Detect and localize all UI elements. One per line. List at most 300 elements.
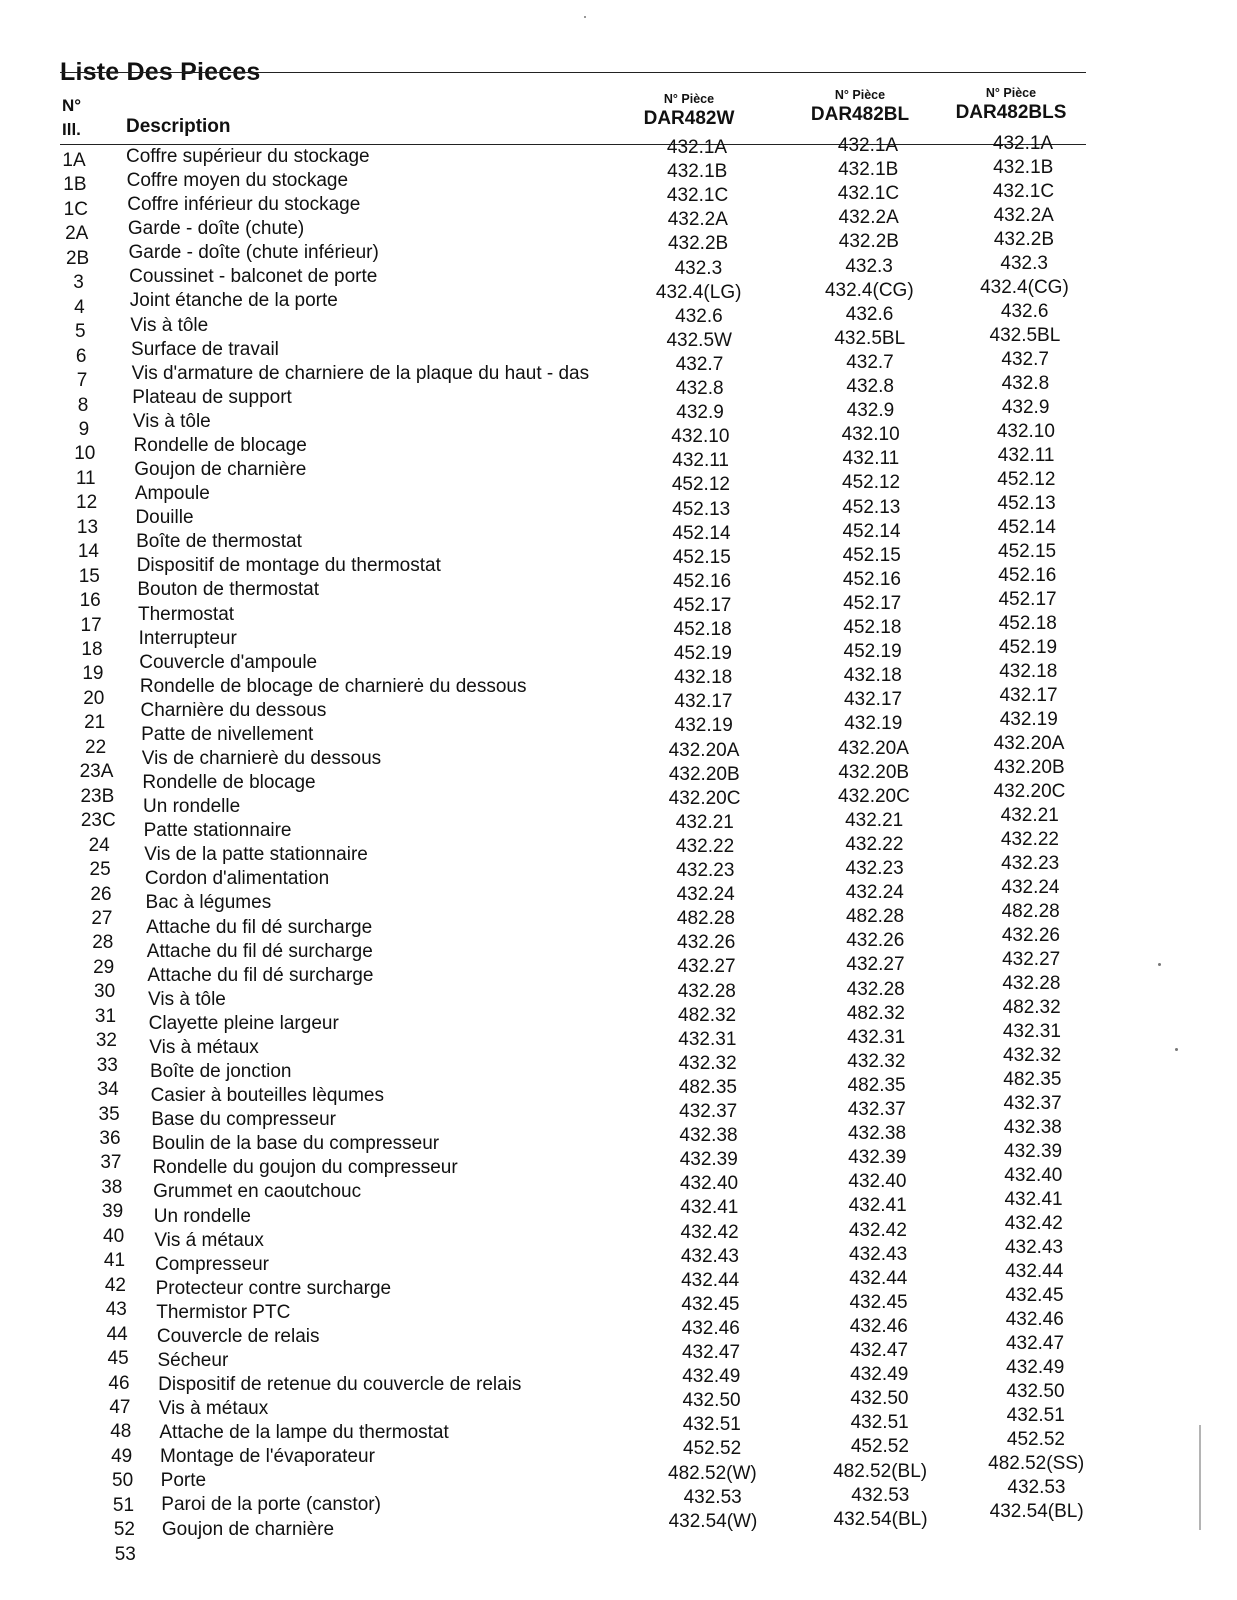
part-number-dar482bls: 432.20B bbox=[993, 757, 1065, 778]
part-number-dar482bl: 432.27 bbox=[846, 954, 905, 976]
item-number: 32 bbox=[95, 1030, 117, 1052]
item-number: 47 bbox=[109, 1396, 131, 1418]
item-description: Grummet en caoutchouc bbox=[153, 1181, 362, 1203]
header-ill: Ill. bbox=[62, 120, 81, 139]
item-description: Vis à métaux bbox=[149, 1036, 259, 1058]
part-number-dar482w: 432.20A bbox=[668, 739, 740, 761]
part-number-dar482w: 432.46 bbox=[681, 1317, 740, 1339]
part-number-dar482w: 432.28 bbox=[677, 980, 736, 1002]
part-number-dar482bl: 452.16 bbox=[842, 568, 902, 590]
part-number-dar482w: 432.54(W) bbox=[668, 1510, 758, 1532]
part-number-dar482bls: 452.14 bbox=[997, 517, 1056, 538]
item-description: Cordon d'alimentation bbox=[144, 868, 330, 890]
item-description: Garde - doîte (chute inférieur) bbox=[128, 242, 379, 264]
part-number-dar482w: 432.4(LG) bbox=[655, 281, 742, 303]
part-number-dar482w: 432.26 bbox=[677, 932, 736, 954]
part-number-dar482bl: 432.8 bbox=[846, 376, 894, 397]
part-number-dar482bl: 432.4(CG) bbox=[824, 279, 914, 301]
item-description: Rondelle de blocage bbox=[142, 772, 316, 794]
item-description: Ampoule bbox=[134, 483, 210, 505]
part-number-dar482bls: 432.8 bbox=[1001, 373, 1050, 394]
part-number-dar482w: 432.49 bbox=[682, 1366, 741, 1388]
part-number-dar482bls: 432.20C bbox=[993, 781, 1066, 802]
part-number-dar482bl: 432.23 bbox=[845, 858, 904, 879]
item-number: 1C bbox=[63, 198, 88, 220]
model-label: DAR482W bbox=[643, 108, 735, 129]
item-description: Surface de travail bbox=[131, 338, 279, 360]
item-number: 7 bbox=[76, 370, 88, 392]
part-number-dar482w: 432.44 bbox=[681, 1269, 740, 1291]
part-number-dar482bl: 452.52 bbox=[850, 1436, 909, 1458]
part-number-dar482bl: 432.19 bbox=[844, 713, 903, 735]
item-number: 38 bbox=[101, 1176, 123, 1198]
item-description: Douille bbox=[135, 507, 194, 529]
part-number-dar482bls: 432.21 bbox=[1000, 805, 1059, 826]
item-number: 37 bbox=[100, 1152, 122, 1174]
item-number: 17 bbox=[80, 614, 102, 636]
part-number-dar482w: 432.20B bbox=[668, 763, 740, 785]
item-description: Coussinet - balconet de porte bbox=[129, 266, 378, 288]
item-number: 22 bbox=[85, 736, 107, 758]
part-number-dar482w: 432.37 bbox=[679, 1101, 738, 1122]
part-number-dar482bl: 432.50 bbox=[850, 1388, 909, 1410]
part-number-dar482bl: 482.35 bbox=[847, 1074, 906, 1096]
item-description: Clayette pleine largeur bbox=[148, 1012, 339, 1034]
part-number-dar482bls: 432.43 bbox=[1004, 1237, 1064, 1258]
part-number-dar482bls: 432.5BL bbox=[989, 325, 1061, 346]
part-number-dar482bl: 482.32 bbox=[846, 1002, 905, 1024]
part-number-dar482bls: 432.27 bbox=[1002, 949, 1061, 970]
piece-label: N° Pièce bbox=[834, 88, 886, 102]
part-number-dar482bls: 432.9 bbox=[1001, 397, 1050, 418]
part-number-dar482bl: 432.54(BL) bbox=[833, 1508, 928, 1530]
part-number-dar482bls: 432.44 bbox=[1005, 1261, 1064, 1282]
part-number-dar482bls: 432.28 bbox=[1002, 973, 1061, 994]
item-description: Coffre inférieur du stockage bbox=[127, 194, 361, 216]
item-number: 10 bbox=[74, 443, 96, 465]
part-number-dar482w: 482.35 bbox=[678, 1076, 737, 1098]
part-number-dar482bls: 432.39 bbox=[1004, 1141, 1063, 1162]
part-number-dar482w: 432.2B bbox=[667, 233, 729, 255]
part-number-dar482bl: 432.1B bbox=[838, 159, 899, 181]
part-number-dar482w: 452.14 bbox=[672, 522, 731, 544]
item-description: Goujon de charnière bbox=[161, 1518, 335, 1540]
item-number: 41 bbox=[103, 1250, 126, 1272]
part-number-dar482bl: 432.41 bbox=[848, 1195, 907, 1217]
part-number-dar482w: 432.32 bbox=[678, 1052, 737, 1074]
part-number-dar482w: 452.17 bbox=[673, 594, 732, 616]
part-number-dar482bls: 432.1C bbox=[992, 181, 1055, 202]
part-number-dar482bls: 432.46 bbox=[1005, 1309, 1064, 1330]
part-number-dar482w: 432.31 bbox=[678, 1028, 737, 1050]
part-number-dar482bls: 432.1B bbox=[993, 157, 1054, 178]
part-number-dar482bl: 452.19 bbox=[843, 641, 902, 663]
part-number-dar482bl: 432.47 bbox=[849, 1340, 909, 1361]
item-number: 21 bbox=[84, 712, 106, 734]
part-number-dar482bls: 432.37 bbox=[1003, 1093, 1062, 1114]
item-number: 14 bbox=[77, 541, 99, 563]
part-number-dar482w: 482.52(W) bbox=[668, 1462, 757, 1484]
part-number-dar482bl: 432.22 bbox=[845, 833, 904, 855]
part-number-dar482w: 452.18 bbox=[673, 619, 732, 640]
item-number: 44 bbox=[106, 1323, 128, 1345]
part-number-dar482bl: 452.17 bbox=[843, 592, 902, 614]
part-number-dar482bl: 432.21 bbox=[845, 809, 904, 831]
part-number-dar482bls: 432.50 bbox=[1006, 1381, 1065, 1402]
part-number-dar482bl: 432.45 bbox=[849, 1291, 908, 1313]
part-number-dar482bls: 452.16 bbox=[998, 565, 1057, 586]
part-number-dar482bls: 432.53 bbox=[1007, 1477, 1066, 1498]
part-number-dar482w: 432.53 bbox=[683, 1486, 742, 1508]
item-number: 15 bbox=[78, 565, 100, 587]
part-number-dar482w: 452.19 bbox=[673, 643, 732, 665]
part-number-dar482bls: 432.3 bbox=[1000, 253, 1048, 274]
item-description: Coffre moyen du stockage bbox=[126, 170, 349, 192]
item-number: 24 bbox=[88, 834, 110, 856]
part-number-dar482w: 432.19 bbox=[674, 715, 733, 737]
item-description: Boulin de la base du compresseur bbox=[151, 1133, 440, 1155]
item-description: Base du compresseur bbox=[151, 1109, 337, 1131]
part-number-dar482w: 452.52 bbox=[683, 1438, 742, 1460]
item-number: 34 bbox=[97, 1079, 119, 1101]
item-description: Bac à légumes bbox=[145, 892, 272, 914]
item-description: Vis de la patte stationnaire bbox=[144, 844, 368, 866]
item-description: Un rondelle bbox=[153, 1205, 251, 1227]
part-number-dar482bls: 452.17 bbox=[998, 589, 1057, 610]
item-number: 11 bbox=[75, 467, 96, 489]
part-number-dar482bl: 432.49 bbox=[850, 1364, 909, 1386]
item-description: Vis de charnierè du dessous bbox=[141, 748, 382, 769]
item-number: 43 bbox=[105, 1299, 127, 1321]
part-number-dar482w: 432.6 bbox=[675, 305, 723, 327]
item-description: Vis á métaux bbox=[154, 1229, 264, 1251]
part-number-dar482bls: 432.2B bbox=[993, 229, 1055, 250]
part-number-dar482bl: 432.9 bbox=[846, 400, 895, 422]
part-number-dar482bl: 432.1A bbox=[837, 135, 899, 156]
item-number: 16 bbox=[79, 590, 101, 612]
part-number-dar482bl: 432.44 bbox=[849, 1267, 908, 1289]
part-number-dar482bl: 432.20C bbox=[838, 785, 910, 807]
item-description: Couvercle d'ampoule bbox=[139, 651, 318, 673]
part-number-dar482bls: 432.24 bbox=[1001, 877, 1060, 898]
part-number-dar482bls: 432.18 bbox=[999, 661, 1058, 682]
item-number: 18 bbox=[81, 639, 103, 660]
item-number: 35 bbox=[98, 1103, 120, 1125]
part-number-dar482w: 432.21 bbox=[675, 811, 734, 833]
part-number-dar482bls: 452.12 bbox=[997, 469, 1056, 490]
part-number-dar482w: 482.28 bbox=[676, 908, 736, 930]
item-number: 4 bbox=[74, 296, 85, 318]
part-number-dar482bls: 432.4(CG) bbox=[980, 277, 1069, 298]
part-number-dar482w: 432.11 bbox=[672, 450, 729, 472]
item-description: Charnière du dessous bbox=[140, 699, 327, 721]
part-number-dar482bl: 432.32 bbox=[847, 1050, 906, 1072]
part-number-dar482w: 432.40 bbox=[679, 1173, 739, 1195]
part-number-dar482bl: 432.28 bbox=[846, 978, 905, 1000]
part-number-dar482bls: 432.7 bbox=[1001, 349, 1049, 370]
part-number-dar482bls: 432.2A bbox=[993, 205, 1054, 226]
item-description: Coffre supérieur du stockage bbox=[126, 146, 370, 167]
item-number: 6 bbox=[75, 345, 87, 367]
item-number: 13 bbox=[76, 516, 99, 538]
part-number-dar482w: 432.10 bbox=[671, 426, 730, 448]
part-number-dar482bl: 432.20A bbox=[838, 737, 909, 759]
part-number-dar482w: 432.39 bbox=[679, 1149, 738, 1171]
item-number: 12 bbox=[76, 492, 98, 514]
part-number-dar482bl: 432.31 bbox=[847, 1026, 906, 1048]
part-number-dar482bl: 432.39 bbox=[848, 1147, 907, 1169]
header-description: Description bbox=[126, 116, 231, 137]
part-number-dar482bl: 432.11 bbox=[842, 448, 900, 470]
part-number-dar482bl: 432.26 bbox=[846, 930, 905, 952]
part-number-dar482bl: 452.15 bbox=[842, 544, 901, 566]
scan-mark bbox=[1199, 1425, 1201, 1530]
item-description: Goujon de charnière bbox=[134, 459, 307, 481]
part-number-dar482bls: 452.19 bbox=[998, 637, 1058, 658]
part-number-dar482bl: 452.18 bbox=[843, 617, 902, 638]
item-number: 9 bbox=[78, 418, 90, 440]
item-number: 25 bbox=[89, 859, 111, 881]
part-number-dar482w: 432.2A bbox=[667, 209, 728, 231]
item-number: 39 bbox=[102, 1201, 124, 1223]
item-number: 42 bbox=[104, 1274, 126, 1296]
item-description: Boîte de jonction bbox=[149, 1061, 292, 1083]
item-number: 45 bbox=[107, 1348, 129, 1370]
part-number-dar482bl: 452.12 bbox=[842, 472, 901, 494]
part-number-dar482bls: 452.52 bbox=[1006, 1429, 1066, 1450]
part-number-dar482w: 482.32 bbox=[678, 1004, 737, 1026]
item-description: Sécheur bbox=[157, 1350, 229, 1371]
item-description: Interrupteur bbox=[138, 627, 237, 649]
item-number: 33 bbox=[96, 1054, 118, 1076]
part-number-dar482w: 432.20C bbox=[668, 787, 741, 809]
part-number-dar482w: 432.17 bbox=[674, 691, 733, 713]
item-description: Vis à métaux bbox=[158, 1398, 269, 1420]
item-number: 40 bbox=[103, 1225, 125, 1247]
item-description: Thermistor PTC bbox=[156, 1301, 291, 1323]
item-number: 28 bbox=[92, 932, 114, 954]
part-number-dar482bls: 482.28 bbox=[1001, 901, 1060, 922]
part-number-dar482w: 432.27 bbox=[677, 956, 736, 978]
part-number-dar482bl: 432.38 bbox=[847, 1123, 907, 1145]
item-number: 48 bbox=[110, 1421, 132, 1443]
item-description: Porte bbox=[160, 1470, 207, 1492]
item-description: Patte stationnaire bbox=[143, 820, 292, 842]
part-number-dar482w: 432.24 bbox=[676, 884, 735, 906]
part-number-dar482w: 432.1B bbox=[667, 161, 728, 183]
item-description: Vis à tôle bbox=[130, 314, 209, 336]
item-description: Vis à tôle bbox=[132, 410, 211, 432]
item-description: Rondelle de blocage de charnierė du dessous bbox=[139, 675, 527, 697]
item-number: 23A bbox=[79, 761, 114, 783]
part-number-dar482bl: 432.20B bbox=[838, 761, 910, 783]
model-label: DAR482BL bbox=[810, 104, 910, 125]
part-number-dar482bl: 432.1C bbox=[837, 183, 900, 205]
item-description: Thermostat bbox=[137, 603, 235, 625]
part-number-dar482bl: 432.17 bbox=[843, 689, 903, 711]
part-number-dar482w: 432.8 bbox=[676, 378, 724, 399]
part-number-dar482bl: 432.2A bbox=[838, 207, 899, 229]
part-number-dar482bls: 432.41 bbox=[1004, 1189, 1063, 1210]
part-number-dar482w: 432.41 bbox=[680, 1197, 739, 1219]
part-number-dar482w: 432.1A bbox=[666, 137, 728, 158]
scan-mark bbox=[584, 16, 586, 18]
item-number: 1A bbox=[62, 150, 86, 171]
item-number: 36 bbox=[99, 1128, 121, 1149]
item-description: Rondelle du goujon du compresseur bbox=[152, 1157, 458, 1179]
item-number: 26 bbox=[90, 883, 112, 905]
part-number-dar482bls: 432.20A bbox=[993, 733, 1065, 754]
part-number-dar482bls: 432.45 bbox=[1005, 1285, 1064, 1306]
part-number-dar482bls: 432.47 bbox=[1005, 1333, 1065, 1354]
scan-mark bbox=[1158, 963, 1161, 966]
part-number-dar482w: 452.15 bbox=[672, 546, 731, 568]
part-number-dar482bls: 432.26 bbox=[1001, 925, 1060, 946]
item-description: Patte de nivellement bbox=[141, 723, 314, 745]
part-number-dar482w: 432.23 bbox=[676, 860, 735, 881]
part-number-dar482bls: 482.32 bbox=[1002, 997, 1061, 1018]
item-description: Un rondelle bbox=[143, 796, 241, 818]
part-number-dar482w: 452.13 bbox=[672, 498, 731, 520]
item-number: 20 bbox=[83, 687, 105, 709]
item-description: Joint étanche de la porte bbox=[129, 290, 338, 312]
part-number-dar482bls: 432.42 bbox=[1004, 1213, 1063, 1234]
item-number: 1B bbox=[63, 174, 87, 196]
part-number-dar482w: 432.22 bbox=[676, 835, 735, 857]
part-number-dar482bls: 452.18 bbox=[998, 613, 1057, 634]
part-number-dar482bls: 432.32 bbox=[1003, 1045, 1062, 1066]
item-number: 27 bbox=[91, 907, 113, 929]
part-number-dar482bls: 432.54(BL) bbox=[989, 1501, 1084, 1522]
scan-mark bbox=[1175, 1048, 1178, 1051]
item-number: 5 bbox=[75, 321, 86, 343]
item-description: Dispositif de retenue du couvercle de relais bbox=[158, 1374, 522, 1396]
item-description: Dispositif de montage du thermostat bbox=[136, 555, 441, 577]
part-number-dar482bls: 432.6 bbox=[1000, 301, 1049, 322]
part-number-dar482w: 432.47 bbox=[681, 1342, 741, 1363]
item-description: Attache du fil dé surcharge bbox=[147, 964, 374, 986]
part-number-dar482bls: 432.10 bbox=[996, 421, 1055, 442]
part-number-dar482bl: 432.6 bbox=[845, 303, 894, 325]
part-number-dar482bl: 432.42 bbox=[848, 1219, 907, 1241]
part-number-dar482bls: 482.52(SS) bbox=[988, 1453, 1085, 1474]
part-number-dar482bls: 432.1A bbox=[992, 133, 1054, 154]
title: Liste Des Pieces bbox=[60, 58, 261, 86]
item-description: Attache du fil dé surcharge bbox=[146, 940, 373, 962]
item-description: Casier à bouteilles lèqumes bbox=[150, 1085, 384, 1107]
part-number-dar482bl: 432.37 bbox=[847, 1099, 906, 1120]
part-number-dar482bl: 432.7 bbox=[846, 351, 894, 373]
piece-label: N° Pièce bbox=[985, 86, 1037, 100]
part-number-dar482bls: 432.23 bbox=[1001, 853, 1060, 874]
part-number-dar482bl: 432.24 bbox=[845, 882, 904, 904]
item-description: Plateau de support bbox=[132, 386, 292, 408]
part-number-dar482bls: 452.13 bbox=[997, 493, 1056, 514]
part-number-dar482w: 432.1C bbox=[666, 185, 729, 207]
part-number-dar482w: 432.7 bbox=[675, 353, 724, 375]
part-number-dar482w: 432.45 bbox=[681, 1293, 740, 1315]
item-number: 52 bbox=[113, 1519, 135, 1541]
part-number-dar482w: 432.5W bbox=[666, 329, 732, 351]
item-description: Rondelle de blocage bbox=[133, 434, 307, 456]
header-no: N° bbox=[62, 96, 82, 115]
item-number: 29 bbox=[93, 956, 115, 978]
part-number-dar482bls: 432.19 bbox=[999, 709, 1058, 730]
item-number: 30 bbox=[94, 981, 116, 1003]
part-number-dar482bls: 432.49 bbox=[1006, 1357, 1065, 1378]
item-number: 23B bbox=[80, 785, 115, 807]
part-number-dar482bls: 432.17 bbox=[999, 685, 1058, 706]
part-number-dar482bls: 432.11 bbox=[997, 445, 1055, 466]
item-number: 19 bbox=[82, 663, 104, 685]
part-number-dar482bl: 432.53 bbox=[851, 1484, 910, 1506]
part-number-dar482w: 432.42 bbox=[680, 1221, 739, 1243]
part-number-dar482w: 432.43 bbox=[680, 1245, 739, 1267]
part-number-dar482bl: 432.18 bbox=[843, 665, 902, 687]
part-number-dar482bl: 432.40 bbox=[848, 1171, 907, 1193]
item-description: Vis à tôle bbox=[148, 988, 226, 1010]
part-number-dar482bl: 452.13 bbox=[842, 496, 901, 518]
item-number: 53 bbox=[114, 1543, 136, 1565]
part-number-dar482bls: 452.15 bbox=[998, 541, 1057, 562]
item-description: Montage de l'évaporateur bbox=[160, 1446, 375, 1468]
part-number-dar482w: 452.16 bbox=[672, 570, 732, 592]
part-number-dar482bls: 432.51 bbox=[1006, 1405, 1065, 1426]
item-number: 2B bbox=[65, 247, 90, 269]
part-number-dar482bls: 432.38 bbox=[1003, 1117, 1062, 1138]
item-description: Garde - doîte (chute) bbox=[127, 218, 305, 240]
item-number: 50 bbox=[112, 1470, 134, 1492]
item-number: 8 bbox=[77, 394, 89, 416]
item-description: Boîte de thermostat bbox=[136, 531, 302, 553]
item-number: 31 bbox=[94, 1005, 117, 1027]
item-description: Paroi de la porte (canstor) bbox=[161, 1494, 381, 1516]
part-number-dar482bl: 432.3 bbox=[845, 255, 893, 277]
item-description: Vis d'armature de charniere de la plaque du haut - das bbox=[131, 362, 590, 384]
part-number-dar482w: 452.12 bbox=[671, 474, 730, 496]
item-number: 49 bbox=[111, 1445, 133, 1467]
item-description: Couvercle de relais bbox=[156, 1325, 320, 1347]
part-number-dar482bl: 432.10 bbox=[841, 424, 900, 446]
part-number-dar482w: 432.38 bbox=[679, 1125, 738, 1147]
part-number-dar482w: 432.50 bbox=[682, 1390, 741, 1412]
item-description: Compresseur bbox=[154, 1253, 270, 1275]
part-number-dar482bl: 432.46 bbox=[849, 1315, 908, 1337]
part-number-dar482bl: 482.52(BL) bbox=[833, 1460, 928, 1482]
item-description: Protecteur contre surcharge bbox=[155, 1277, 392, 1299]
part-number-dar482w: 432.51 bbox=[682, 1414, 741, 1436]
model-label: DAR482BLS bbox=[955, 102, 1067, 123]
part-number-dar482bl: 452.14 bbox=[842, 520, 901, 542]
part-number-dar482bls: 482.35 bbox=[1003, 1069, 1062, 1090]
item-description: Attache du fil dé surcharge bbox=[146, 916, 373, 938]
piece-label: N° Pièce bbox=[663, 92, 715, 106]
item-description: Bouton de thermostat bbox=[137, 579, 319, 601]
part-number-dar482w: 432.3 bbox=[674, 257, 723, 279]
part-number-dar482bl: 432.2B bbox=[838, 231, 899, 253]
part-number-dar482w: 432.18 bbox=[674, 667, 733, 689]
part-number-dar482bls: 432.22 bbox=[1000, 829, 1060, 850]
item-description: Attache de la lampe du thermostat bbox=[159, 1422, 449, 1444]
part-number-dar482bl: 432.51 bbox=[850, 1412, 909, 1434]
part-number-dar482bls: 432.31 bbox=[1002, 1021, 1061, 1042]
item-number: 46 bbox=[108, 1372, 130, 1394]
item-number: 23C bbox=[80, 810, 116, 832]
item-number: 51 bbox=[112, 1494, 135, 1516]
part-number-dar482bl: 432.43 bbox=[849, 1243, 908, 1265]
part-number-dar482bl: 482.28 bbox=[845, 906, 905, 928]
part-number-dar482bls: 432.40 bbox=[1004, 1165, 1063, 1186]
